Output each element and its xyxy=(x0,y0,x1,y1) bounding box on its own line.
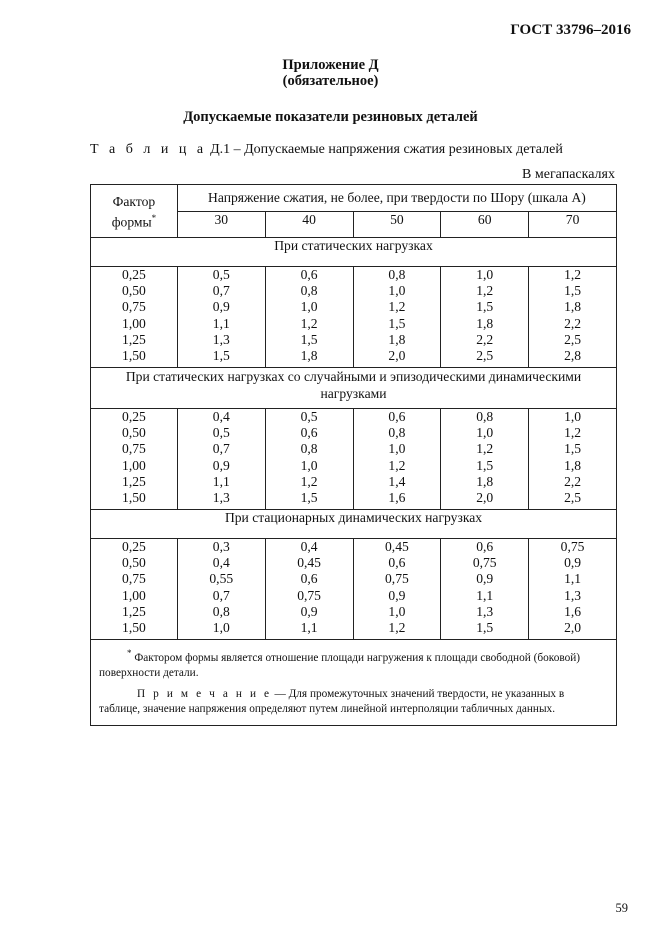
section-title-static-dynamic xyxy=(91,368,617,409)
factor-column xyxy=(91,409,178,510)
stress-value: 1,5 xyxy=(300,331,318,347)
stress-value: 1,0 xyxy=(476,425,494,441)
standard-designation: ГОСТ 33796–2016 xyxy=(510,22,631,38)
stress-value: 2,5 xyxy=(564,331,582,347)
factor-value: 1,50 xyxy=(122,619,146,635)
stress-value: 1,8 xyxy=(564,299,582,315)
stress-value: 1,5 xyxy=(476,457,494,473)
appendix-heading: Допускаемые показатели резиновых деталей xyxy=(183,109,478,125)
stress-value: 1,1 xyxy=(212,473,230,489)
factor-value: 1,25 xyxy=(122,331,146,347)
stress-value: 0,3 xyxy=(212,539,230,554)
stress-value: 1,6 xyxy=(564,603,582,619)
page-number: 59 xyxy=(615,901,628,915)
appendix-title: Приложение Д xyxy=(282,57,379,73)
header-hardness-50: 50 xyxy=(353,212,441,238)
stress-value: 0,6 xyxy=(300,425,318,441)
stress-value: 0,9 xyxy=(476,571,494,587)
factor-value: 1,25 xyxy=(122,473,146,489)
stress-value: 0,9 xyxy=(564,555,582,571)
stress-value: 0,7 xyxy=(212,441,230,457)
header-factor xyxy=(91,185,178,238)
value-column-30 xyxy=(177,267,265,368)
value-column-40 xyxy=(265,267,353,368)
factor-value: 0,75 xyxy=(122,571,146,587)
stress-value: 1,0 xyxy=(564,409,582,424)
stress-value: 1,4 xyxy=(388,473,406,489)
factor-value: 1,50 xyxy=(122,347,146,363)
stress-value: 1,1 xyxy=(212,315,230,331)
note-text: — Для промежуточных значений твердости, не указанных в таблице, значение напряжения определяют путем линейной интерполяции табличных данных. xyxy=(99,687,565,715)
factor-value: 1,00 xyxy=(122,587,146,603)
stress-value: 0,6 xyxy=(300,267,318,282)
factor-value: 0,75 xyxy=(122,441,146,457)
header-factor-mark: * xyxy=(151,212,157,223)
factor-value: 0,50 xyxy=(122,425,146,441)
stress-value: 0,75 xyxy=(385,571,409,587)
stress-value: 0,8 xyxy=(388,425,406,441)
stress-value: 1,3 xyxy=(212,489,230,505)
stress-value: 1,0 xyxy=(300,299,318,315)
stress-value: 2,2 xyxy=(476,331,494,347)
value-column-70 xyxy=(529,409,617,510)
factor-value: 0,25 xyxy=(122,409,146,424)
section-values-static xyxy=(91,267,617,368)
stress-value: 1,0 xyxy=(388,283,406,299)
value-column-60 xyxy=(441,267,529,368)
stress-value: 1,2 xyxy=(388,619,406,635)
stress-value: 2,0 xyxy=(476,489,494,505)
section-title-stationary: При стационарных динамических нагрузках xyxy=(91,510,617,539)
stress-value: 1,0 xyxy=(300,457,318,473)
stress-value: 0,75 xyxy=(560,539,585,554)
stress-value: 1,5 xyxy=(564,283,582,299)
header-hardness-40: 40 xyxy=(265,212,353,238)
stress-value: 1,3 xyxy=(476,603,494,619)
stress-value: 1,2 xyxy=(300,315,318,331)
stress-value: 1,3 xyxy=(564,587,582,603)
value-column-30 xyxy=(177,539,265,640)
value-column-40 xyxy=(265,409,353,510)
stress-value: 0,9 xyxy=(212,299,230,315)
stress-value: 2,0 xyxy=(388,347,406,363)
value-column-70 xyxy=(529,539,617,640)
stress-value: 1,2 xyxy=(388,299,406,315)
stress-value: 1,8 xyxy=(476,315,494,331)
factor-value: 1,00 xyxy=(122,315,146,331)
stress-value: 2,5 xyxy=(564,489,582,505)
stress-value: 1,1 xyxy=(300,619,318,635)
stress-value: 0,45 xyxy=(385,539,409,554)
table-notes xyxy=(91,640,617,726)
table-units: В мегапаскалях xyxy=(522,167,615,182)
factor-column xyxy=(91,539,178,640)
stress-value: 1,8 xyxy=(476,473,494,489)
stress-value: 0,7 xyxy=(212,283,230,299)
stress-value: 0,8 xyxy=(476,409,494,424)
value-column-60 xyxy=(441,539,529,640)
factor-value: 0,25 xyxy=(122,539,146,554)
stress-value: 0,8 xyxy=(388,267,406,282)
factor-value: 0,75 xyxy=(122,299,146,315)
stress-value: 0,5 xyxy=(212,267,230,282)
stress-value: 2,2 xyxy=(564,473,582,489)
stress-value: 1,6 xyxy=(388,489,406,505)
value-column-70 xyxy=(529,267,617,368)
header-hardness-60: 60 xyxy=(441,212,529,238)
stress-value: 0,4 xyxy=(212,409,230,424)
stress-value: 0,55 xyxy=(209,571,234,587)
header-factor-line1: Фактор xyxy=(112,193,156,209)
section-title-line2: нагрузками xyxy=(320,386,387,401)
stress-value: 0,6 xyxy=(476,539,494,554)
factor-value: 1,50 xyxy=(122,489,146,505)
factor-value: 1,25 xyxy=(122,603,146,619)
stress-value: 0,4 xyxy=(300,539,318,554)
stress-value: 0,5 xyxy=(300,409,318,424)
section-title-static: При статических нагрузках xyxy=(91,238,617,267)
appendix-status: (обязательное) xyxy=(282,73,379,89)
stress-table xyxy=(90,184,617,726)
stress-value: 1,2 xyxy=(476,283,494,299)
factor-value: 0,50 xyxy=(122,283,146,299)
stress-value: 0,7 xyxy=(212,587,230,603)
stress-value: 0,9 xyxy=(212,457,230,473)
stress-value: 1,8 xyxy=(564,457,582,473)
stress-value: 1,3 xyxy=(212,331,230,347)
stress-value: 0,5 xyxy=(212,425,230,441)
stress-value: 2,0 xyxy=(564,619,582,635)
footnote-mark: * xyxy=(127,648,132,658)
header-hardness-title: Напряжение сжатия, не более, при твердости по Шору (шкала А) xyxy=(177,185,616,212)
value-column-30 xyxy=(177,409,265,510)
factor-column xyxy=(91,267,178,368)
stress-value: 1,0 xyxy=(476,267,494,282)
stress-value: 1,0 xyxy=(388,441,406,457)
stress-value: 0,8 xyxy=(212,603,230,619)
stress-value: 1,0 xyxy=(212,619,230,635)
section-title-line1: При статических нагрузках со случайными и эпизодическими динамическими xyxy=(125,369,582,384)
footnote-text: Фактором формы является отношение площади нагружения к площади свободной (боковой) поверхности детали. xyxy=(99,651,581,679)
value-column-40 xyxy=(265,539,353,640)
stress-value: 0,75 xyxy=(472,555,497,571)
stress-value: 0,75 xyxy=(297,587,321,603)
stress-value: 2,8 xyxy=(564,347,582,363)
value-column-60 xyxy=(441,409,529,510)
table-caption xyxy=(90,142,563,158)
value-column-50 xyxy=(353,267,441,368)
stress-value: 1,2 xyxy=(388,457,406,473)
header-hardness-70: 70 xyxy=(529,212,617,238)
header-factor-line2: формы xyxy=(111,214,152,230)
stress-value: 0,9 xyxy=(300,603,318,619)
stress-value: 1,5 xyxy=(476,299,494,315)
stress-value: 0,8 xyxy=(300,283,318,299)
stress-value: 2,5 xyxy=(476,347,494,363)
factor-value: 1,00 xyxy=(122,457,146,473)
stress-value: 1,2 xyxy=(564,425,582,441)
stress-value: 1,2 xyxy=(564,267,582,282)
stress-value: 1,5 xyxy=(476,619,494,635)
stress-value: 0,6 xyxy=(388,555,406,571)
stress-value: 1,8 xyxy=(300,347,318,363)
stress-value: 0,45 xyxy=(297,555,321,571)
table-caption-prefix: Т а б л и ц а xyxy=(90,142,207,157)
section-values-static-dynamic xyxy=(91,409,617,510)
note-prefix: П р и м е ч а н и е xyxy=(137,687,272,700)
table-caption-text: Д.1 – Допускаемые напряжения сжатия резиновых деталей xyxy=(206,142,563,157)
stress-value: 1,5 xyxy=(388,315,406,331)
stress-value: 2,2 xyxy=(564,315,582,331)
stress-value: 0,4 xyxy=(212,555,230,571)
stress-value: 0,6 xyxy=(388,409,406,424)
stress-value: 1,1 xyxy=(564,571,582,587)
stress-value: 1,1 xyxy=(476,587,494,603)
stress-value: 1,5 xyxy=(300,489,318,505)
table-note xyxy=(99,687,608,717)
stress-value: 1,5 xyxy=(212,347,230,363)
stress-value: 0,8 xyxy=(300,441,318,457)
stress-value: 1,5 xyxy=(564,441,582,457)
factor-value: 0,25 xyxy=(122,267,146,282)
value-column-50 xyxy=(353,539,441,640)
stress-value: 1,8 xyxy=(388,331,406,347)
section-values-stationary xyxy=(91,539,617,640)
footnote xyxy=(99,646,608,681)
stress-value: 0,6 xyxy=(300,571,318,587)
stress-value: 1,2 xyxy=(476,441,494,457)
stress-value: 1,0 xyxy=(388,603,406,619)
stress-value: 1,2 xyxy=(300,473,318,489)
header-hardness-30: 30 xyxy=(177,212,265,238)
value-column-50 xyxy=(353,409,441,510)
factor-value: 0,50 xyxy=(122,555,146,571)
stress-value: 0,9 xyxy=(388,587,406,603)
